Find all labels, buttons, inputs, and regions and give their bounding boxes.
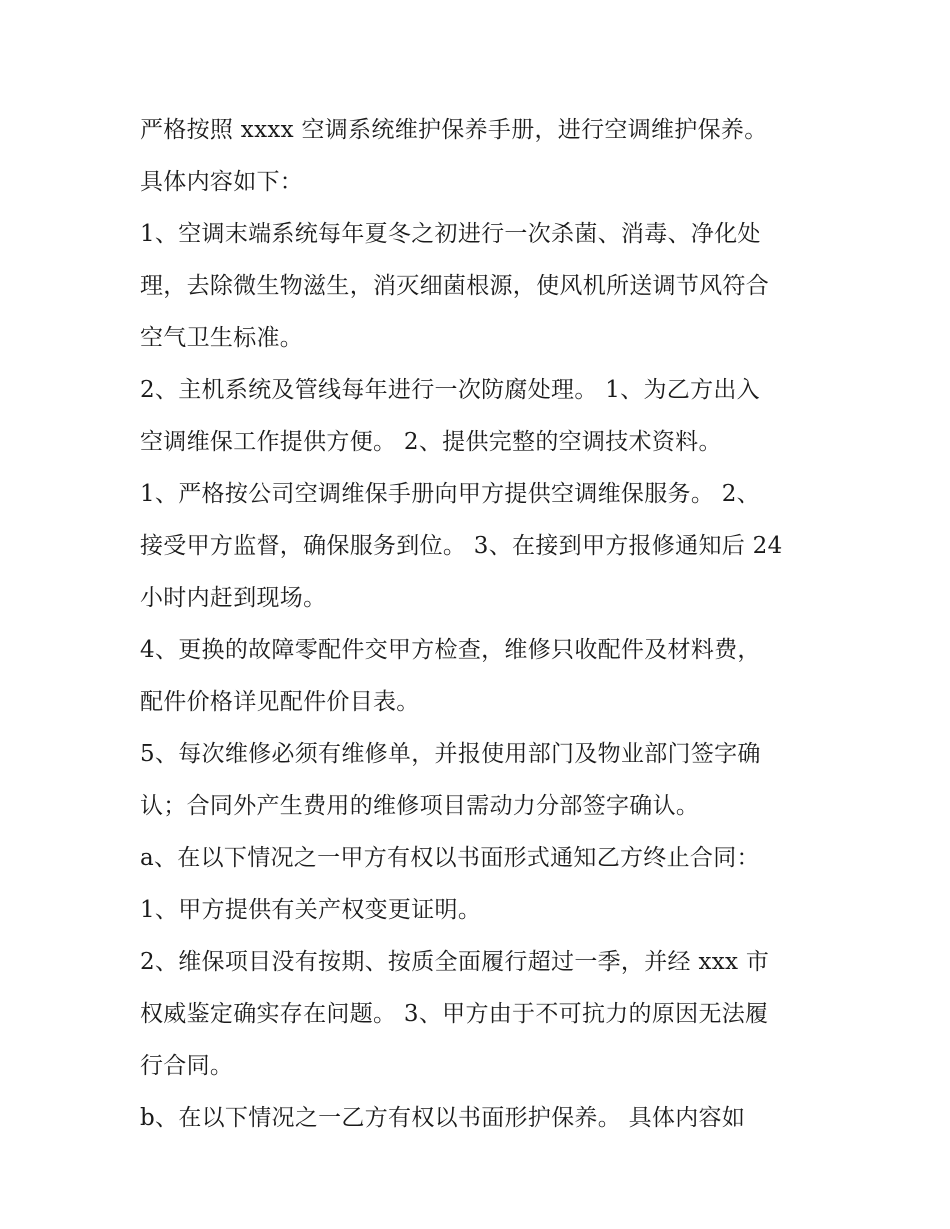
text-line: 5、每次维修必须有维修单，并报使用部门及物业部门签字确 [140, 741, 761, 767]
text-line: 1、空调末端系统每年夏冬之初进行一次杀菌、消毒、净化处 [140, 221, 761, 247]
text-line: 小时内赶到现场。 [140, 585, 327, 611]
text-line: 空气卫生标准。 [140, 325, 304, 351]
text-line: 权威鉴定确实存在问题。 3、甲方由于不可抗力的原因无法履 [140, 1001, 769, 1027]
text-line: a、在以下情况之一甲方有权以书面形式通知乙方终止合同： [140, 845, 760, 871]
text-line: 具体内容如下： [140, 169, 304, 195]
text-line: 1、甲方提供有关产权变更证明。 [140, 897, 482, 923]
text-line: 严格按照 xxxx 空调系统维护保养手册，进行空调维护保养。 [140, 117, 768, 143]
text-line: 理，去除微生物滋生，消灭细菌根源，使风机所送调节风符合 [140, 273, 770, 299]
document-body [140, 104, 820, 1144]
text-line: 配件价格详见配件价目表。 [140, 689, 420, 715]
text-line: 认；合同外产生费用的维修项目需动力分部签字确认。 [140, 793, 700, 819]
text-line: 行合同。 [140, 1053, 234, 1079]
text-line: 1、严格按公司空调维保手册向甲方提供空调维保服务。 2、 [140, 481, 760, 507]
text-line: 接受甲方监督，确保服务到位。 3、在接到甲方报修通知后 24 [140, 533, 783, 559]
text-line: b、在以下情况之一乙方有权以书面形护保养。 具体内容如 [140, 1105, 746, 1131]
text-line: 2、维保项目没有按期、按质全面履行超过一季，并经 xxx 市 [140, 949, 770, 975]
text-line: 2、主机系统及管线每年进行一次防腐处理。 1、为乙方出入 [140, 377, 760, 403]
text-line: 4、更换的故障零配件交甲方检查，维修只收配件及材料费， [140, 637, 761, 663]
text-line: 空调维保工作提供方便。 2、提供完整的空调技术资料。 [140, 429, 722, 455]
